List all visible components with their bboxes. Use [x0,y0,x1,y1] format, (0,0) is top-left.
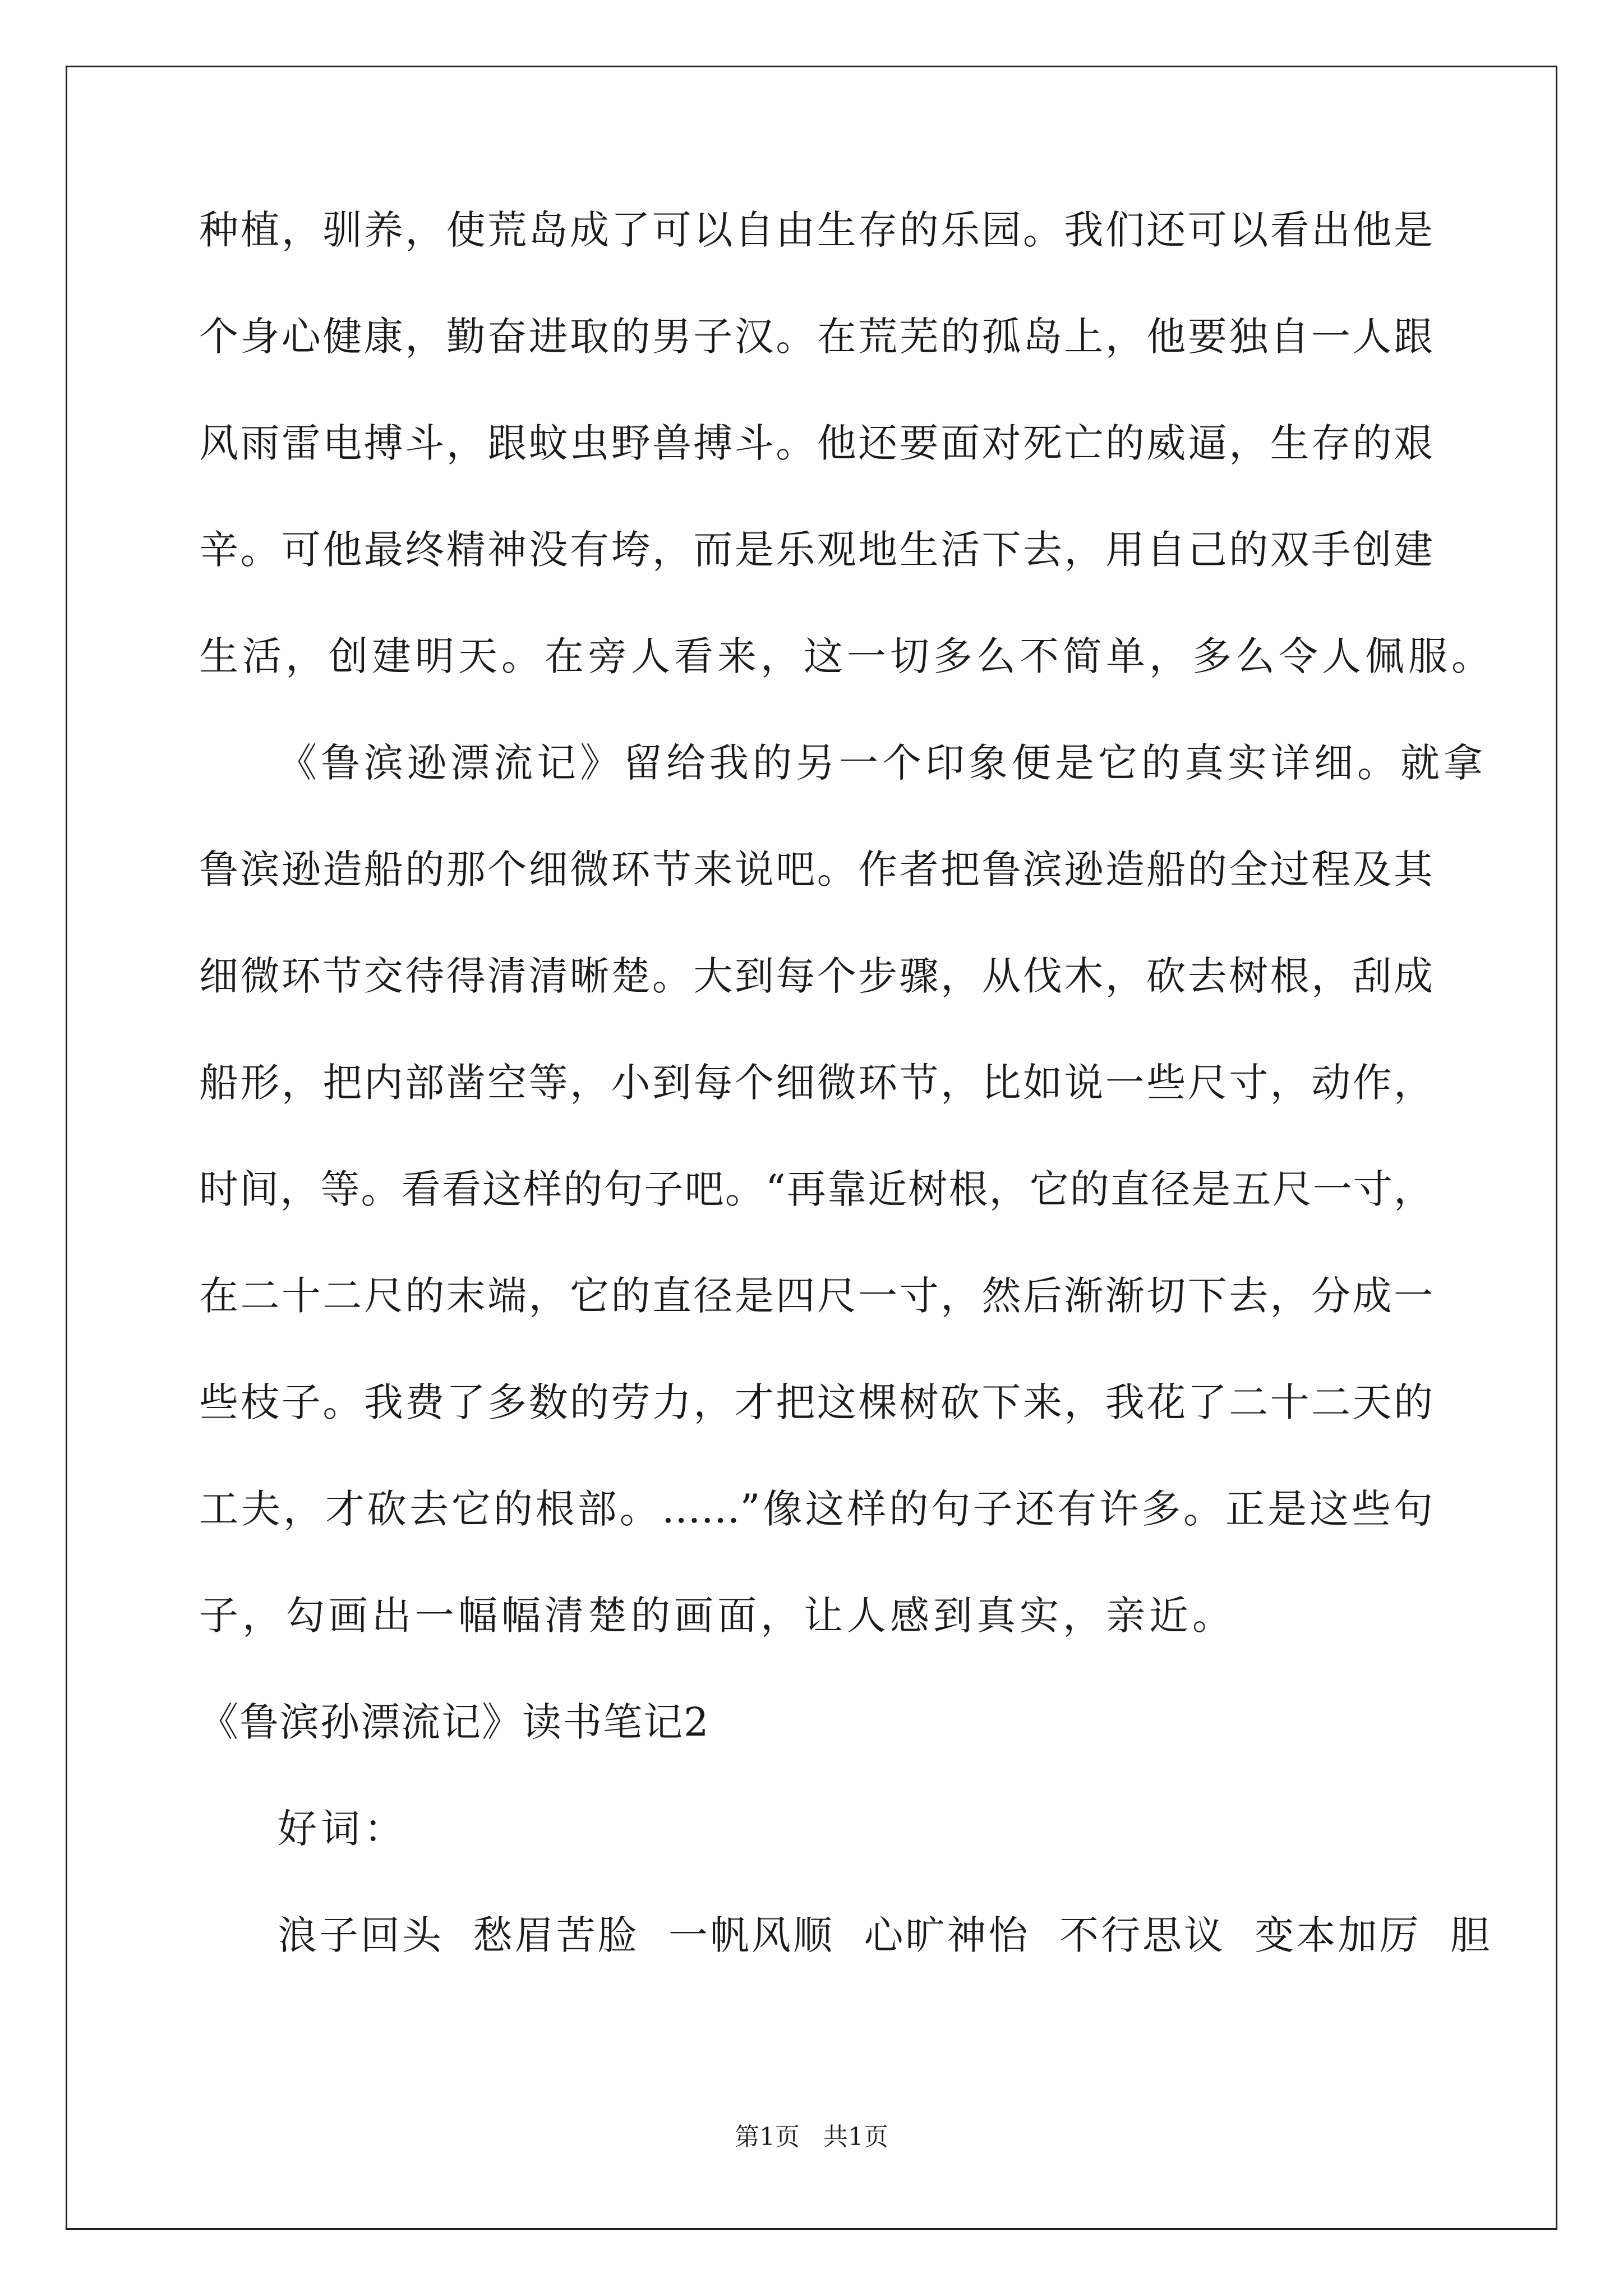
page-border [66,66,1557,2230]
good-words-label: 好词： [278,1806,407,1852]
paragraph-line: 子，勾画出一幅幅清楚的画面，让人感到真实，亲近。 [199,1593,1235,1639]
paragraph-line: 种植，驯养，使荒岛成了可以自由生存的乐园。我们还可以看出他是 [199,207,1433,253]
paragraph-line: 风雨雷电搏斗，跟蚊虫野兽搏斗。他还要面对死亡的威逼，生存的艰 [199,420,1433,466]
paragraph-line: 些枝子。我费了多数的劳力，才把这棵树砍下来，我花了二十二天的 [199,1379,1433,1425]
paragraph-line: 生活，创建明天。在旁人看来，这一切多么不简单，多么令人佩服。 [199,633,1495,679]
paragraph-line: 个身心健康，勤奋进取的男子汉。在荒芜的孤岛上，他要独自一人跟 [199,314,1433,360]
paragraph-line: 船形，把内部凿空等，小到每个细微环节，比如说一些尺寸，动作， [199,1060,1433,1106]
paragraph-line: 辛。可他最终精神没有垮，而是乐观地生活下去，用自己的双手创建 [199,527,1433,573]
paragraph-line: 时间，等。看看这样的句子吧。“再靠近树根，它的直径是五尺一寸， [199,1166,1433,1212]
good-words-list: 浪子回头 愁眉苦脸 一帆风顺 心旷神怡 不行思议 变本加厉 胆 [278,1912,1492,1958]
page-footer: 第1页 共1页 [735,2123,888,2151]
paragraph-line: 细微环节交待得清清晰楚。大到每个步骤，从伐木，砍去树根，刮成 [199,953,1433,999]
paragraph-line: 在二十二尺的末端，它的直径是四尺一寸，然后渐渐切下去，分成一 [199,1273,1433,1319]
paragraph-line: 《鲁滨逊漂流记》留给我的另一个印象便是它的真实详细。就拿 [278,740,1487,786]
paragraph-line: 工夫，才砍去它的根部。……”像这样的句子还有许多。正是这些句 [199,1486,1433,1532]
section-title: 《鲁滨孙漂流记》读书笔记2 [199,1699,710,1745]
paragraph-line: 鲁滨逊造船的那个细微环节来说吧。作者把鲁滨逊造船的全过程及其 [199,846,1433,892]
